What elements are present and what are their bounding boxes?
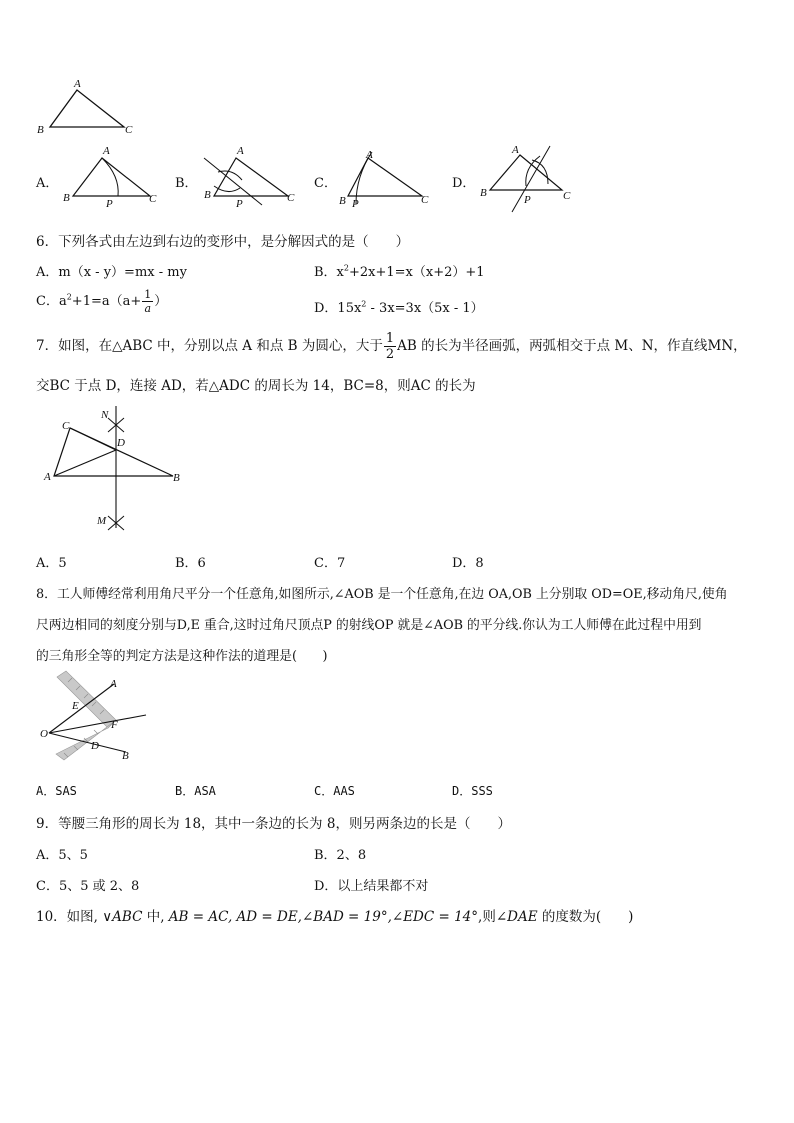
label-A: A [366, 149, 373, 161]
label-B: B [122, 750, 129, 762]
label-C: C [62, 420, 70, 432]
label-D: D [91, 740, 99, 752]
label-P: P [106, 198, 113, 210]
fraction-numerator: 1 [144, 288, 152, 301]
label-P: P [236, 198, 243, 210]
q6-option-c-post: ） [154, 294, 168, 309]
q10-stem [36, 905, 633, 925]
label-B: B [480, 187, 487, 199]
label-E: E [72, 700, 79, 712]
q6-stem: 6．下列各式由左边到右边的变形中，是分解因式的是（ ） [36, 234, 410, 250]
label-B: B [173, 472, 180, 484]
q5-option-c-letter: C． [314, 176, 337, 191]
q9-option-d: D．以上结果都不对 [314, 879, 429, 894]
q5-option-b-letter: B． [175, 176, 198, 191]
q9-option-c: C．5、5 或 2、8 [36, 879, 140, 894]
label-A: A [74, 78, 81, 90]
q6-option-c-mid: +1=a（a+ [71, 294, 142, 309]
q8-option-d: D．SSS [452, 784, 493, 798]
label-A: A [512, 144, 519, 156]
label-B: B [37, 124, 44, 136]
q8-stem-line2: 尺两边相同的刻度分别与D,E 重合,这时过角尺顶点P 的射线OP 就是∠AOB 的平分线.你认为工人师傅在此过程中用到 [36, 618, 702, 633]
q10-pre: 10．如图, [36, 909, 103, 925]
label-C: C [149, 193, 157, 205]
q6-option-c-sup: 2 [66, 292, 72, 302]
fraction-numerator: 1 [385, 331, 395, 346]
label-C: C [287, 192, 295, 204]
q10-angle: ∠DAE [495, 909, 538, 925]
label-B: B [204, 189, 211, 201]
label-C: C [421, 194, 429, 206]
q9-option-a: A．5、5 [36, 848, 88, 863]
q6-option-d-pre: D．15x [314, 301, 362, 316]
q9-stem: 9．等腰三角形的周长为 18，其中一条边的长为 8，则另两条边的长是（ ） [36, 816, 511, 832]
q7-option-a: A．5 [36, 556, 67, 571]
label-B: B [63, 192, 70, 204]
q6-option-d-post: - 3x=3x（5x - 1） [366, 301, 484, 316]
q10-tail: 的度数为( ) [537, 909, 634, 925]
q5-option-d-letter: D． [452, 176, 476, 191]
q7-option-c: C．7 [314, 556, 346, 571]
label-F: F [111, 719, 118, 731]
label-M: M [97, 515, 107, 527]
q7-stem-pre: 7．如图，在△ABC 中，分别以点 A 和点 B 为圆心，大于 [36, 338, 383, 354]
label-O: O [40, 728, 48, 740]
fraction-denominator: 2 [385, 347, 395, 362]
q6-option-b-sup: 2 [343, 263, 349, 273]
q7-stem-line2: 交BC 于点 D，连接 AD，若△ADC 的周长为 14，BC=8，则AC 的长为 [36, 378, 476, 394]
q7-option-d: D．8 [452, 556, 484, 571]
q8-option-a: A．SAS [36, 784, 77, 798]
q6-option-b-post: +2x+1=x（x+2）+1 [348, 265, 485, 280]
q8-option-b: B．ASA [175, 784, 216, 798]
label-N: N [101, 409, 109, 421]
label-A: A [237, 145, 244, 157]
label-P: P [524, 194, 531, 206]
q10-conditions: AB = AC, AD = DE,∠BAD = 19°,∠EDC = 14° [168, 909, 479, 925]
label-C: C [125, 124, 133, 136]
q8-option-c: C．AAS [314, 784, 355, 798]
q10-triangle: ∨ABC [102, 909, 143, 925]
q8-stem-line1: 8．工人师傅经常利用角尺平分一个任意角,如图所示,∠AOB 是一个任意角,在边 OA,OB 上分别取 OD=OE,移动角尺,使角 [36, 587, 728, 602]
label-D: D [117, 437, 125, 449]
label-P: P [352, 198, 359, 210]
q10-mid: 中, [142, 909, 169, 925]
q10-post: ,则 [478, 909, 496, 925]
label-C: C [563, 190, 571, 202]
q6-option-a: A．m（x - y）=mx - my [36, 265, 187, 280]
q6-option-d-sup: 2 [361, 299, 367, 309]
q9-option-b: B．2、8 [314, 848, 367, 863]
q6-option-c-pre: C．a [36, 294, 67, 309]
label-A: A [110, 678, 117, 690]
q8-stem-line3: 的三角形全等的判定方法是这种作法的道理是( ) [36, 649, 328, 664]
label-A: A [44, 471, 51, 483]
q6-option-b-pre: B．x [314, 265, 344, 280]
label-B: B [339, 195, 346, 207]
q7-option-b: B．6 [175, 556, 206, 571]
label-A: A [103, 145, 110, 157]
q7-stem-post: AB 的长为半径画弧，两弧相交于点 M、N，作直线MN， [397, 338, 747, 354]
fraction-denominator: a [144, 302, 152, 315]
q5-option-a-letter: A． [36, 176, 59, 191]
